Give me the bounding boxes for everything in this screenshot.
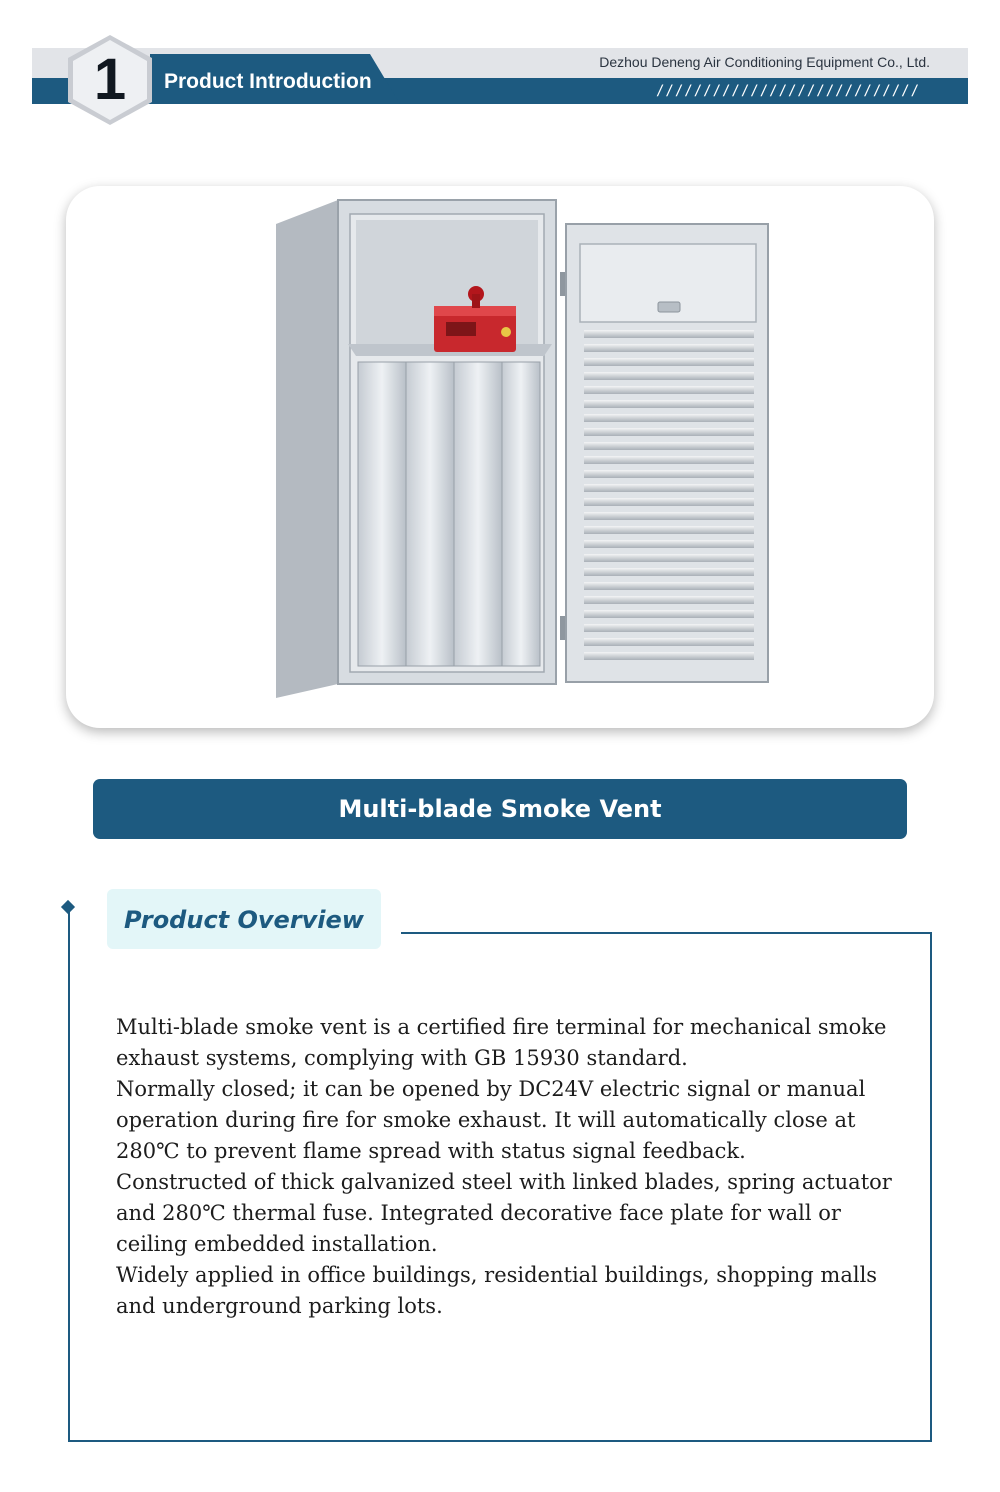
overview-frame-right <box>930 932 932 1442</box>
overview-title: Product Overview <box>124 906 364 934</box>
overview-paragraph: Constructed of thick galvanized steel with linked blades, spring actuator and 280℃ thermal fuse. Integrated decorative face plate for wall or ceiling embedded installation. <box>116 1170 892 1256</box>
product-name-bar: Multi-blade Smoke Vent <box>93 779 907 839</box>
slash-decoration: //////////////////////////// <box>656 83 921 99</box>
overview-paragraph: Widely applied in office buildings, residential buildings, shopping malls and underground parking lots. <box>116 1263 878 1318</box>
section-number: 1 <box>93 47 127 112</box>
smoke-vent-photo-icon <box>66 186 934 728</box>
company-name: Dezhou Deneng Air Conditioning Equipment Co., Ltd. <box>599 54 930 70</box>
section-title: Product Introduction <box>164 70 372 93</box>
page-header <box>0 0 1000 140</box>
overview-paragraph: Normally closed; it can be opened by DC24V electric signal or manual operation during fire for smoke exhaust. It will automatically close at 280℃ to prevent flame spread with status signal feedback. <box>116 1077 866 1163</box>
overview-frame-top <box>401 932 932 934</box>
product-image-card <box>66 186 934 728</box>
section-number-badge <box>64 32 156 128</box>
diamond-marker-icon <box>61 900 75 914</box>
overview-paragraph: Multi-blade smoke vent is a certified fire terminal for mechanical smoke exhaust systems, complying with GB 15930 standard. <box>116 1015 887 1070</box>
overview-frame-left <box>68 912 70 1442</box>
overview-body <box>116 1012 896 1322</box>
overview-frame-bottom <box>68 1440 932 1442</box>
